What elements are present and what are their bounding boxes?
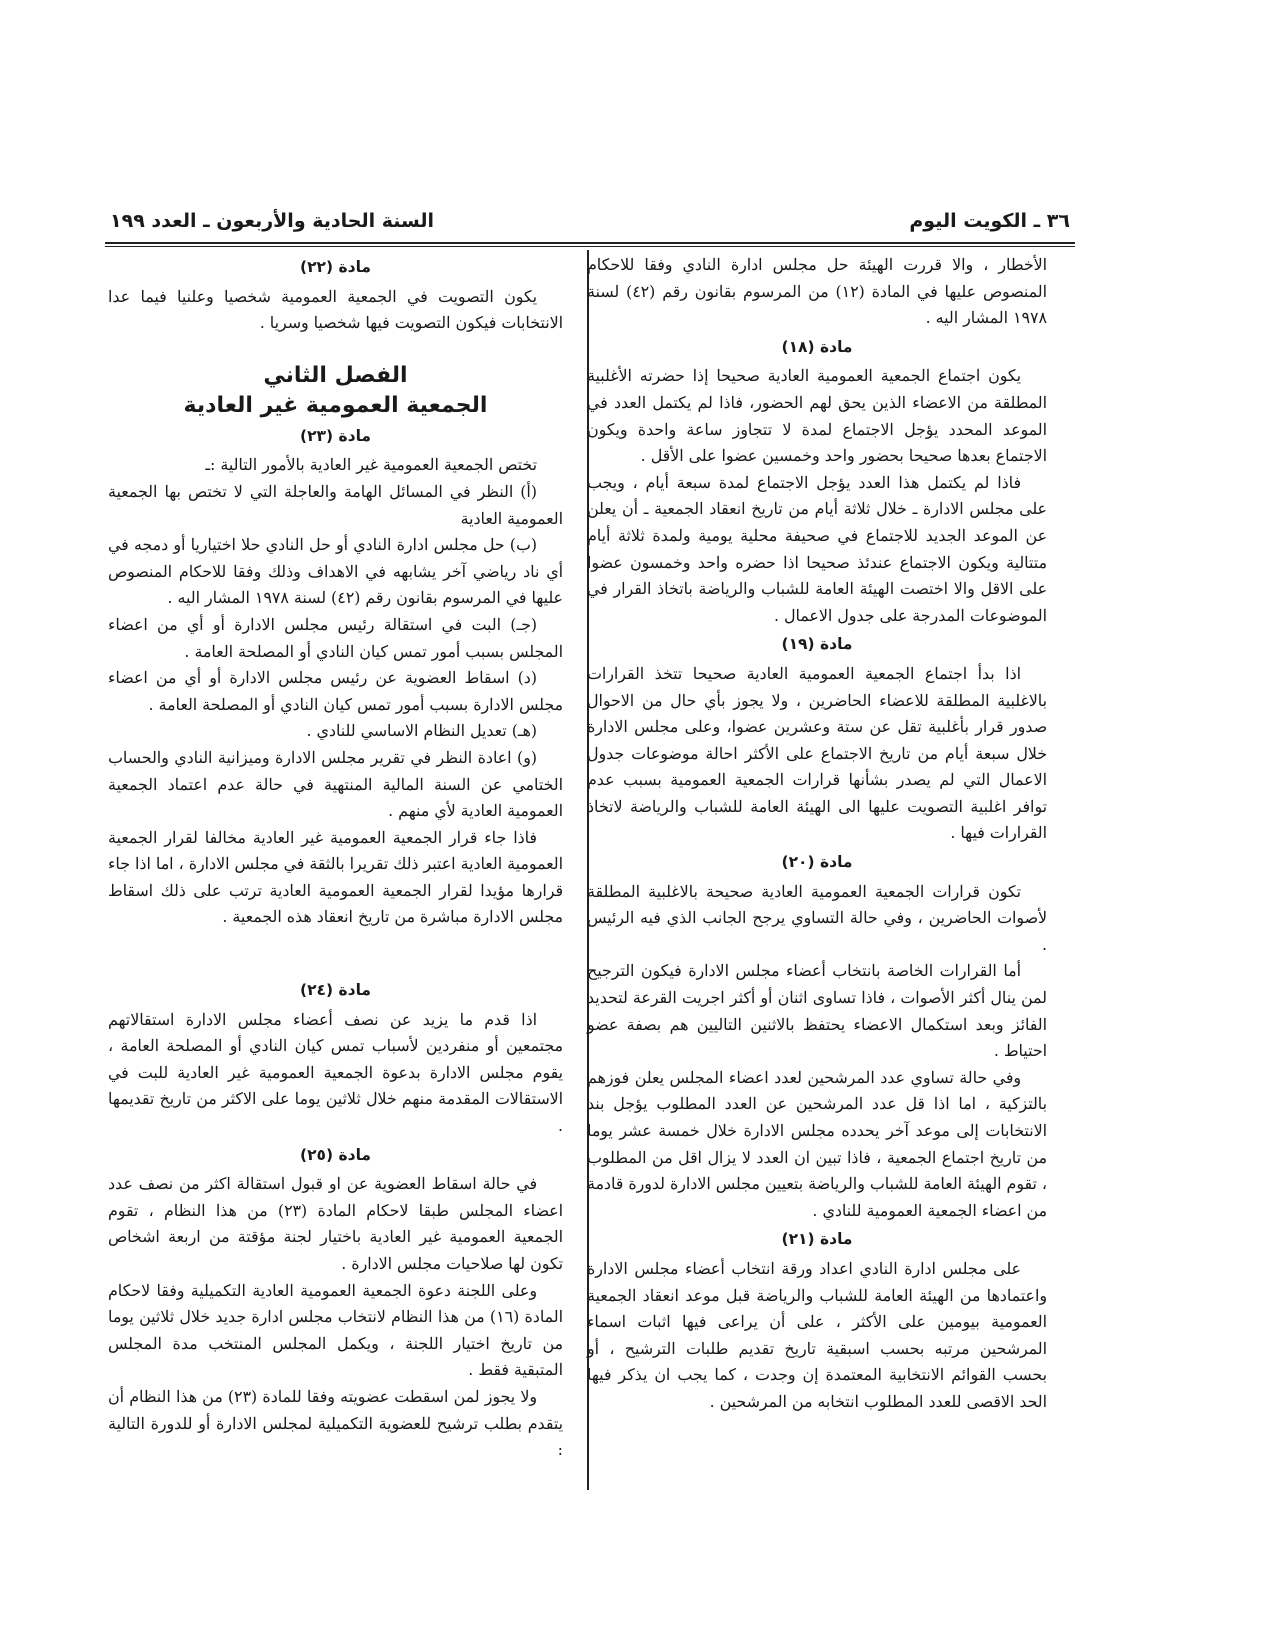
article-heading-18: مادة (١٨) — [781, 337, 853, 356]
list-item: (هـ) تعديل النظام الاساسي للنادي . — [306, 721, 537, 741]
list-item: (د) اسقاط العضوية عن رئيس مجلس الادارة أو أي من اعضاء مجلس الادارة بسبب أمور تمس كيان النادي أو المصلحة العامة . — [108, 668, 563, 714]
article-heading-24: مادة (٢٤) — [299, 981, 372, 1000]
list-item: (و) اعادة النظر في تقرير مجلس الادارة وميزانية النادي والحساب الختامي عن السنة المالية المنتهية في حالة عدم اعتماد الجمعية العمومية العادية لأي منهم . — [108, 747, 563, 821]
list-item: (ب) حل مجلس ادارة النادي أو حل النادي حلا اختياريا أو دمجه في أي ناد رياضي آخر يشابهه في الاهداف وذلك وفقا للاحكام المنصوص عليها في المرسوم بقانون رقم (٤٢) لسنة ١٩٧٨ المشار اليه . — [108, 535, 563, 608]
paragraph: اذا بدأ اجتماع الجمعية العمومية العادية صحيحا تتخذ القرارات بالاغلبية المطلقة للاعضاء الحاضرين ، ولا يجوز بأي حال من الاحوال صدور قرار بأغلبية تقل عن ستة وعشرين عضوا، وعلى مجلس الادارة خلال سبعة أيام من تاريخ الاجتماع على الأكثر احالة موضوعات جدول الاعمال التي لم يصدر بشأنها قرارات الجمعية العمومية بسبب عدم توافر اغلبية التصويت عليها الى الهيئة العامة للشباب والرياضة لاتخاذ القرارات فيها . — [587, 663, 1047, 843]
article-heading-23: مادة (٢٣) — [299, 426, 372, 445]
paragraph: وفي حالة تساوي عدد المرشحين لعدد اعضاء المجلس يعلن فوزهم بالتزكية ، اما اذا قل عدد المرشحين عن العدد المطلوب يؤجل بند الانتخابات إلى موعد آخر يحدده مجلس الادارة خلال خمسة عشر يوما من تاريخ اجتماع الجمعية ، فاذا تبين ان العدد لا يزال اقل من المطلوب ، تقوم الهيئة العامة للشباب والرياضة بتعيين مجلس الادارة لدورة قادمة من اعضاء الجمعية العمومية للنادي . — [587, 1067, 1047, 1220]
chapter-title: الفصل الثاني — [263, 362, 408, 388]
paragraph: يكون اجتماع الجمعية العمومية العادية صحيحا إذا حضرته الأغلبية المطلقة من الاعضاء الذين يحق لهم الحضور، فاذا لم يكتمل العدد في الموعد المحدد يؤجل الاجتماع لمدة لا تتجاوز ساعة واحدة ويكون الاجتماع بعدها صحيحا بحضور واحد وخمسين عضوا على الأقل . — [587, 366, 1047, 466]
article-heading-21: مادة (٢١) — [781, 1230, 853, 1249]
header-rule — [105, 242, 1075, 244]
paragraph: ولا يجوز لمن اسقطت عضويته وفقا للمادة (٢٣) من هذا النظام أن يتقدم بطلب ترشيح للعضوية التكميلية لمجلس الادارة أو للدورة التالية : — [108, 1386, 563, 1460]
header-rule-thin — [105, 246, 1075, 247]
spacer — [108, 931, 563, 975]
spacer — [108, 337, 563, 361]
paragraph: فاذا لم يكتمل هذا العدد يؤجل الاجتماع لمدة سبعة أيام ، ويجب على مجلس الادارة ـ خلال ثلاثة أيام من تاريخ انعقاد الجمعية ـ أن يعلن عن الموعد الجديد للاجتماع في صحيفة محلية يومية ولمدة ثلاثة أيام متتالية ويكون الاجتماع عندئذ صحيحا اذا حضره واحد وخمسون عضوا على الاقل والا اختصت الهيئة العامة للشباب والرياضة باتخاذ القرار في الموضوعات المدرجة على جدول الاعمال . — [587, 472, 1047, 625]
article-heading-19: مادة (١٩) — [781, 635, 853, 654]
paragraph: وعلى اللجنة دعوة الجمعية العمومية العادية التكميلية وفقا لاحكام المادة (١٦) من هذا النظام لانتخاب مجلس ادارة جديد خلال ثلاثين يوما من تاريخ اختيار اللجنة ، ويكمل المجلس المنتخب مدة المجلس المتبقية فقط . — [108, 1280, 563, 1380]
paragraph: أما القرارات الخاصة بانتخاب أعضاء مجلس الادارة فيكون الترجيح لمن ينال أكثر الأصوات ، فاذا تساوى اثنان أو أكثر اجريت القرعة لتحديد الفائز وبعد استكمال الاعضاء يحتفظ بالاثنين التاليين هم بصفة عضو احتياط . — [587, 961, 1047, 1061]
paragraph: يكون التصويت في الجمعية العمومية شخصيا وعلنيا فيما عدا الانتخابات فيكون التصويت فيها شخصيا وسريا . — [108, 286, 563, 333]
right-column — [587, 252, 1047, 1416]
page-label: ٣٦ ـ الكويت اليوم — [909, 210, 1070, 232]
article-heading-25: مادة (٢٥) — [299, 1145, 372, 1164]
paragraph: في حالة اسقاط العضوية عن او قبول استقالة اكثر من نصف عدد اعضاء المجلس طبقا لاحكام المادة (٢٣) من هذا النظام ، تقوم الجمعية العمومية غير العادية باختيار لجنة مؤقتة من اربعة اشخاص تكون لها صلاحيات مجلس الادارة . — [108, 1174, 564, 1273]
chapter-subtitle: الجمعية العمومية غير العادية — [183, 392, 488, 418]
paragraph: على مجلس ادارة النادي اعداد ورقة انتخاب أعضاء مجلس الادارة واعتمادها من الهيئة العامة للشباب والرياضة قبل موعد انعقاد الجمعية العمومية بيومين على الأكثر ، على أن يراعى فيها اثبات اسماء المرشحين مرتبه بحسب اسبقية تاريخ تقديم طلبات الترشيح ، أو بحسب القوائم الانتخابية المعتمدة إن وجدت ، كما يجب ان يذكر فيها الحد الاقصى للعدد المطلوب انتخابه من المرشحين . — [587, 1258, 1047, 1411]
page-header — [110, 205, 1070, 237]
paragraph: اذا قدم ما يزيد عن نصف أعضاء مجلس الادارة استقالاتهم مجتمعين أو منفردين لأسباب تمس كيان النادي أو المصلحة العامة ، يقوم مجلس الادارة بدعوة الجمعية العمومية غير العادية للبت في الاستقالات المقدمة منهم خلال ثلاثين يوما على الاكثر من تاريخ تقديمها . — [108, 1009, 563, 1136]
list-item: (جـ) البت في استقالة رئيس مجلس الادارة أو أي من اعضاء المجلس بسبب أمور تمس كيان النادي أو المصلحة العامة . — [108, 614, 563, 661]
paragraph: الأخطار ، والا قررت الهيئة حل مجلس ادارة النادي وفقا للاحكام المنصوص عليها في المادة (١٢) من المرسوم بقانون رقم (٤٢) لسنة ١٩٧٨ المشار اليه . — [587, 255, 1048, 328]
left-column — [108, 252, 563, 1464]
issue-label: السنة الحادية والأربعون ـ العدد ١٩٩ — [110, 210, 434, 232]
paragraph: فاذا جاء قرار الجمعية العمومية غير العادية مخالفا لقرار الجمعية العمومية العادية اعتبر ذلك تقريرا بالثقة في مجلس الادارة ، اما اذا جاء قرارها مؤيدا لقرار الجمعية العمومية العادية ترتب على ذلك اسقاط مجلس الادارة مباشرة من تاريخ انعقاد هذه الجمعية . — [108, 827, 563, 927]
article-heading-20: مادة (٢٠) — [781, 853, 853, 872]
paragraph: تختص الجمعية العمومية غير العادية بالأمور التالية :ـ — [205, 455, 537, 475]
list-item: (أ) النظر في المسائل الهامة والعاجلة التي لا تختص بها الجمعية العمومية العادية — [108, 481, 563, 528]
article-heading-22: مادة (٢٢) — [299, 258, 372, 276]
paragraph: تكون قرارات الجمعية العمومية العادية صحيحة بالاغلبية المطلقة لأصوات الحاضرين ، وفي حالة التساوي يرجح الجانب الذي فيه الرئيس . — [587, 881, 1047, 954]
